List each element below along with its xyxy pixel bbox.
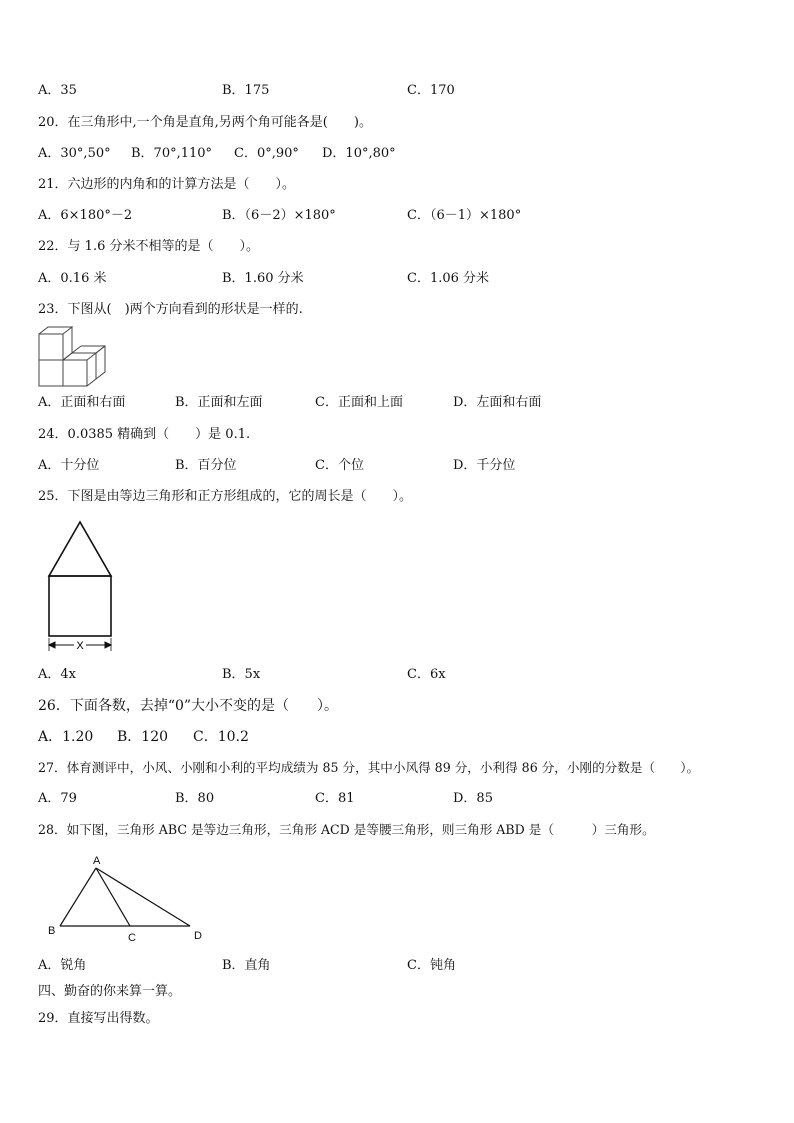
q24-option-b: B．百分位 bbox=[175, 458, 237, 473]
q24-option-a: A．十分位 bbox=[38, 458, 100, 473]
q27-option-c: C．81 bbox=[315, 791, 355, 806]
q23-cube-figure bbox=[38, 326, 110, 388]
q26-option-c: C．10.2 bbox=[193, 729, 249, 745]
q20-option-d: D．10°,80° bbox=[322, 146, 396, 161]
q20-option-a: A．30°,50° bbox=[38, 146, 111, 161]
q24-stem: 24．0.0385 精确到（ ）是 0.1. bbox=[38, 427, 251, 442]
q21-option-b: B．（6－2）×180° bbox=[222, 208, 336, 223]
q22-stem: 22．与 1.6 分米不相等的是（ ）。 bbox=[38, 239, 259, 254]
q25-house-figure bbox=[44, 518, 116, 658]
q24-option-d: D．千分位 bbox=[453, 458, 516, 473]
q23-option-c: C．正面和上面 bbox=[315, 395, 403, 410]
q19-option-b: B．175 bbox=[222, 83, 270, 98]
q26-option-a: A．1.20 bbox=[38, 729, 94, 745]
q26-option-b: B．120 bbox=[117, 729, 169, 745]
q23-option-d: D．左面和右面 bbox=[453, 395, 542, 410]
q25-side-label: X bbox=[76, 640, 84, 652]
q23-option-b: B．正面和左面 bbox=[175, 395, 263, 410]
section-4-title: 四、勤奋的你来算一算。 bbox=[38, 984, 182, 999]
q26-stem: 26．下面各数，去掉“0”大小不变的是（ ）。 bbox=[38, 698, 339, 714]
q28-label-b: B bbox=[48, 925, 56, 937]
q25-option-c: C．6x bbox=[407, 667, 446, 682]
q19-option-a: A．35 bbox=[38, 83, 77, 98]
q20-stem: 20．在三角形中,一个角是直角,另两个角可能各是( )。 bbox=[38, 115, 372, 130]
q21-option-c: C．（6－1）×180° bbox=[407, 208, 522, 223]
q22-option-a: A．0.16 米 bbox=[38, 271, 107, 286]
q21-option-a: A．6×180°－2 bbox=[38, 208, 133, 223]
q25-option-b: B．5x bbox=[222, 667, 261, 682]
q28-triangle-figure bbox=[48, 852, 218, 944]
q29-stem: 29．直接写出得数。 bbox=[38, 1011, 159, 1026]
q19-option-c: C．170 bbox=[407, 83, 455, 98]
q27-option-a: A．79 bbox=[38, 791, 77, 806]
q22-option-b: B．1.60 分米 bbox=[222, 271, 304, 286]
q23-stem: 23．下图从( )两个方向看到的形状是一样的. bbox=[38, 302, 303, 317]
q23-option-a: A．正面和右面 bbox=[38, 395, 126, 410]
q28-option-b: B．直角 bbox=[222, 958, 271, 973]
q22-option-c: C．1.06 分米 bbox=[407, 271, 490, 286]
q28-label-d: D bbox=[194, 930, 202, 942]
q25-option-a: A．4x bbox=[38, 667, 76, 682]
q20-option-b: B．70°,110° bbox=[131, 146, 213, 161]
q27-option-b: B．80 bbox=[175, 791, 215, 806]
q28-label-a: A bbox=[93, 855, 101, 867]
q27-stem: 27．体育测评中，小风、小刚和小利的平均成绩为 85 分，其中小风得 89 分，小利得 86 分，小刚的分数是（ ）。 bbox=[38, 760, 700, 775]
q28-option-a: A．锐角 bbox=[38, 958, 87, 973]
q24-option-c: C．个位 bbox=[315, 458, 364, 473]
q28-stem: 28．如下图，三角形 ABC 是等边三角形，三角形 ACD 是等腰三角形，则三角形 ABD 是（ ）三角形。 bbox=[38, 822, 655, 837]
q21-stem: 21．六边形的内角和的计算方法是（ ）。 bbox=[38, 177, 296, 192]
q28-label-c: C bbox=[128, 932, 136, 944]
q25-stem: 25．下图是由等边三角形和正方形组成的，它的周长是（ ）。 bbox=[38, 489, 413, 504]
q20-option-c: C．0°,90° bbox=[234, 146, 299, 161]
q28-option-c: C．钝角 bbox=[407, 958, 456, 973]
q27-option-d: D．85 bbox=[453, 791, 493, 806]
